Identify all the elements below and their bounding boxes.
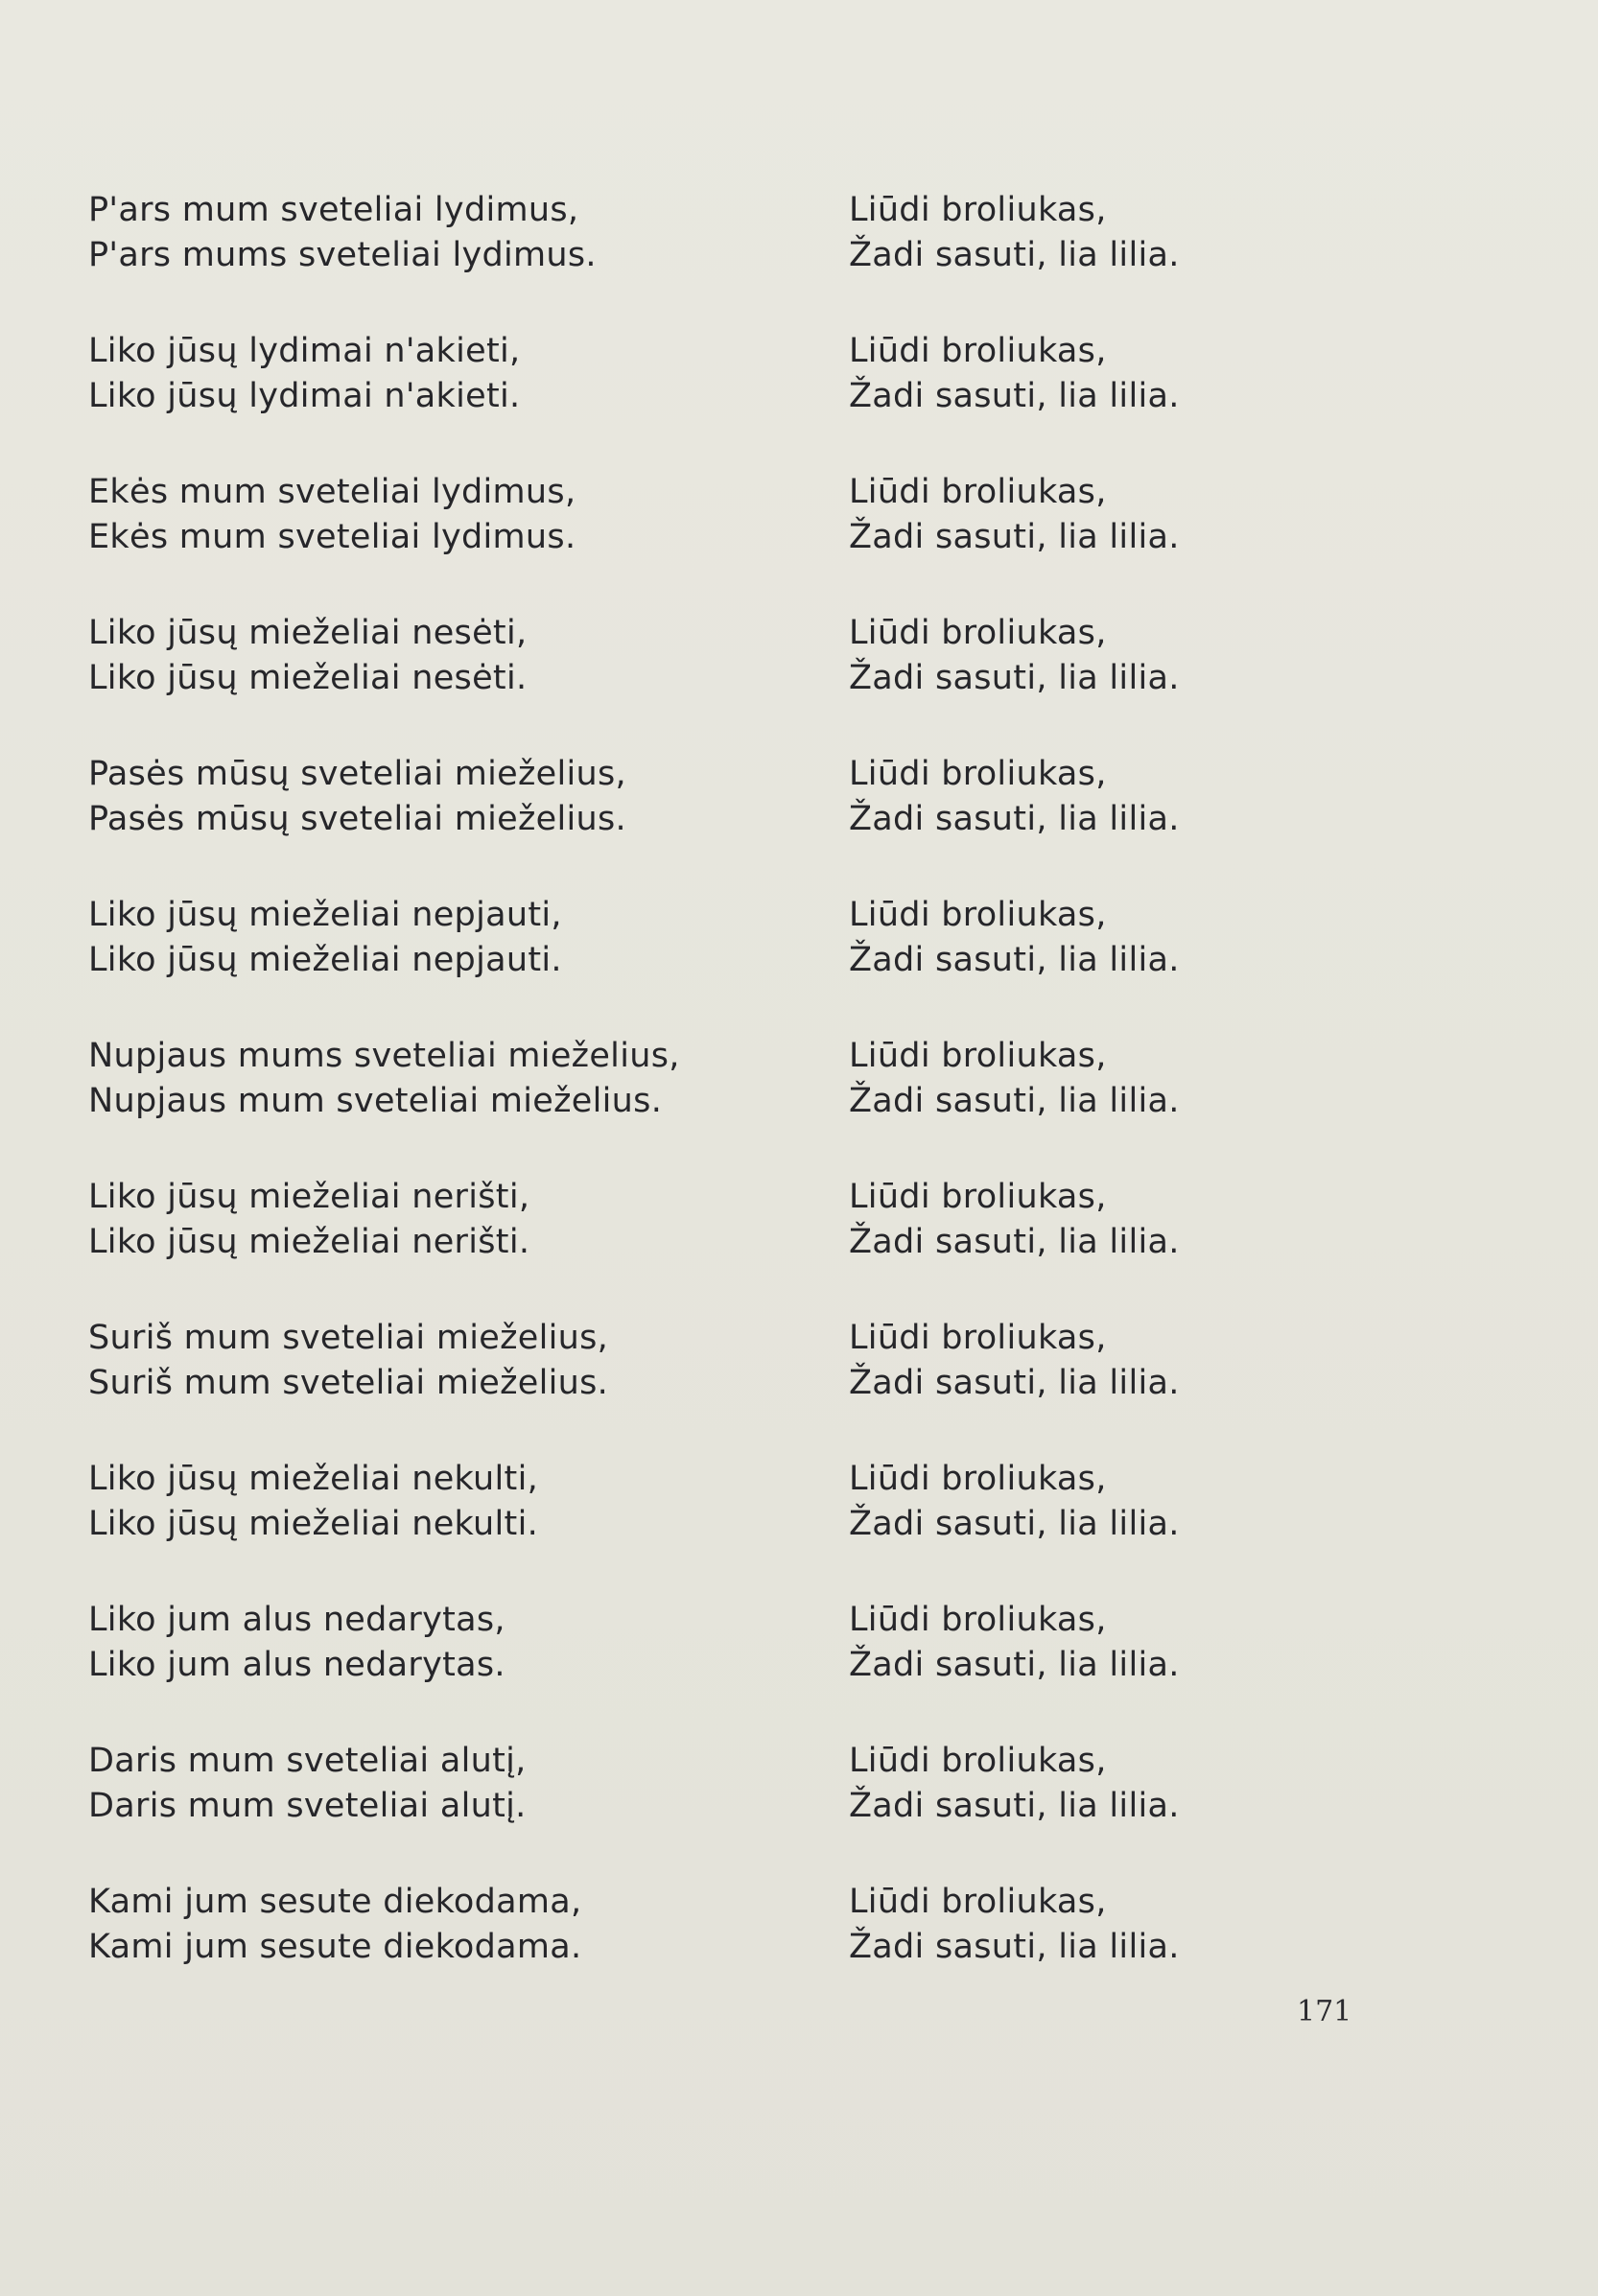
refrain-line: Liūdi broliukas,	[849, 1601, 1107, 1639]
refrain-stanza	[849, 752, 1180, 842]
verse-line: P'ars mums sveteliai lydimus.	[88, 236, 597, 274]
refrain-stanza	[849, 1457, 1180, 1547]
refrain-stanza	[849, 188, 1180, 278]
verse-stanza	[88, 1034, 680, 1124]
verse-stanza	[88, 1175, 529, 1265]
refrain-stanza	[849, 1739, 1180, 1829]
verse-line: Liko jūsų mieželiai nesėti.	[88, 659, 528, 697]
refrain-line: Žadi sasuti, lia lilia.	[849, 518, 1180, 556]
verse-line: Suriš mum sveteliai mieželius.	[88, 1364, 609, 1402]
verse-line: Liko jūsų mieželiai nekulti,	[88, 1460, 539, 1498]
refrain-line: Žadi sasuti, lia lilia.	[849, 1364, 1180, 1402]
refrain-line: Žadi sasuti, lia lilia.	[849, 1505, 1180, 1543]
verse-stanza	[88, 752, 626, 842]
verse-line: Liko jūsų mieželiai nepjauti.	[88, 941, 562, 979]
verse-line: Liko jum alus nedarytas.	[88, 1646, 505, 1684]
refrain-line: Liūdi broliukas,	[849, 1883, 1107, 1921]
refrain-stanza	[849, 1880, 1180, 1970]
refrain-line: Žadi sasuti, lia lilia.	[849, 377, 1180, 415]
refrain-line: Žadi sasuti, lia lilia.	[849, 659, 1180, 697]
verse-line: Daris mum sveteliai alutį.	[88, 1787, 527, 1825]
refrain-stanza	[849, 611, 1180, 701]
verse-line: Liko jūsų lydimai n'akieti,	[88, 332, 521, 370]
verse-stanza	[88, 1880, 581, 1970]
refrain-stanza	[849, 1598, 1180, 1688]
verse-line: Liko jum alus nedarytas,	[88, 1601, 505, 1639]
refrain-line: Žadi sasuti, lia lilia.	[849, 236, 1180, 274]
verse-line: Liko jūsų mieželiai nekulti.	[88, 1505, 539, 1543]
refrain-line: Žadi sasuti, lia lilia.	[849, 800, 1180, 838]
verse-line: P'ars mum sveteliai lydimus,	[88, 191, 579, 229]
refrain-line: Liūdi broliukas,	[849, 1319, 1107, 1357]
verse-line: Nupjaus mums sveteliai mieželius,	[88, 1037, 680, 1075]
refrain-line: Žadi sasuti, lia lilia.	[849, 1646, 1180, 1684]
verse-stanza	[88, 893, 562, 983]
refrain-line: Liūdi broliukas,	[849, 1178, 1107, 1216]
refrain-line: Liūdi broliukas,	[849, 1460, 1107, 1498]
verse-line: Liko jūsų mieželiai nerišti.	[88, 1223, 530, 1261]
refrain-line: Liūdi broliukas,	[849, 332, 1107, 370]
verse-line: Ekės mum sveteliai lydimus.	[88, 518, 576, 556]
refrain-line: Liūdi broliukas,	[849, 896, 1107, 934]
verse-line: Liko jūsų lydimai n'akieti.	[88, 377, 521, 415]
verse-line: Suriš mum sveteliai mieželius,	[88, 1319, 609, 1357]
verse-line: Kami jum sesute diekodama,	[88, 1883, 582, 1921]
verse-line: Kami jum sesute diekodama.	[88, 1928, 582, 1966]
verse-line: Liko jūsų mieželiai nerišti,	[88, 1178, 530, 1216]
refrain-line: Žadi sasuti, lia lilia.	[849, 941, 1180, 979]
verse-stanza	[88, 470, 576, 560]
verse-stanza	[88, 188, 597, 278]
refrain-stanza	[849, 1175, 1180, 1265]
refrain-line: Žadi sasuti, lia lilia.	[849, 1928, 1180, 1966]
refrain-line: Liūdi broliukas,	[849, 1037, 1107, 1075]
verse-stanza	[88, 1316, 608, 1406]
verse-line: Liko jūsų mieželiai nesėti,	[88, 614, 528, 652]
refrain-stanza	[849, 470, 1180, 560]
refrain-line: Liūdi broliukas,	[849, 1742, 1107, 1780]
verse-line: Pasės mūsų sveteliai mieželius.	[88, 800, 626, 838]
refrain-line: Liūdi broliukas,	[849, 614, 1107, 652]
refrain-line: Liūdi broliukas,	[849, 755, 1107, 793]
verse-line: Daris mum sveteliai alutį,	[88, 1742, 527, 1780]
verse-stanza	[88, 1457, 538, 1547]
verse-stanza	[88, 611, 527, 701]
verse-line: Ekės mum sveteliai lydimus,	[88, 473, 576, 511]
refrain-line: Žadi sasuti, lia lilia.	[849, 1787, 1180, 1825]
verse-stanza	[88, 1739, 527, 1829]
refrain-line: Žadi sasuti, lia lilia.	[849, 1082, 1180, 1120]
verse-line: Pasės mūsų sveteliai mieželius,	[88, 755, 626, 793]
refrain-stanza	[849, 329, 1180, 419]
verse-stanza	[88, 1598, 505, 1688]
refrain-stanza	[849, 893, 1180, 983]
page-number: 171	[1297, 1995, 1352, 2028]
refrain-line: Liūdi broliukas,	[849, 191, 1107, 229]
refrain-line: Liūdi broliukas,	[849, 473, 1107, 511]
refrain-stanza	[849, 1034, 1180, 1124]
refrain-stanza	[849, 1316, 1180, 1406]
verse-line: Liko jūsų mieželiai nepjauti,	[88, 896, 562, 934]
verse-stanza	[88, 329, 520, 419]
verse-line: Nupjaus mum sveteliai mieželius.	[88, 1082, 663, 1120]
refrain-line: Žadi sasuti, lia lilia.	[849, 1223, 1180, 1261]
